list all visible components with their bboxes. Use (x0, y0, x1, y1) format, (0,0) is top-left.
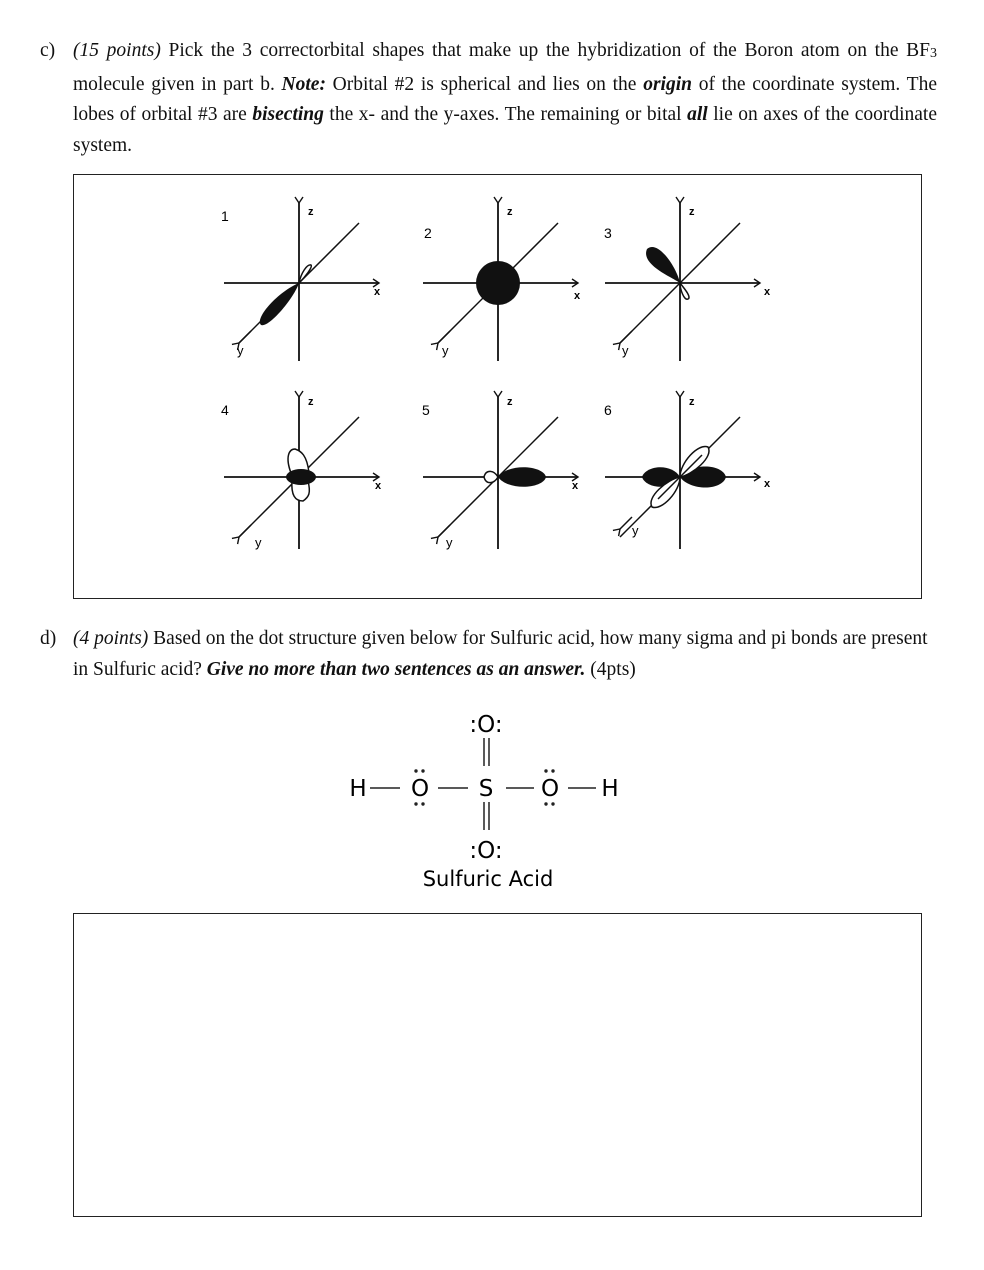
svg-text:x: x (764, 478, 771, 490)
right-oxygen: O (540, 776, 560, 802)
orbital-2[interactable] (423, 203, 581, 361)
lewis-caption: Sulfuric Acid (422, 867, 554, 891)
question-d-points: (4 points) (73, 628, 149, 649)
svg-text:y: y (632, 523, 639, 538)
orbital-number: 2 (424, 225, 432, 241)
svg-text:x: x (374, 286, 381, 298)
svg-text:y: y (255, 535, 262, 550)
orbital-lobe-small (484, 471, 498, 482)
orbital-number: 6 (604, 402, 612, 418)
orbital-band (286, 469, 316, 485)
orbital-number: 1 (221, 208, 229, 224)
orbital-lobe-small (680, 283, 689, 299)
question-c-points: (15 points) (73, 40, 161, 61)
question-d-text: (4 points) Based on the dot structure given below for Sulfuric acid, how many sigma and pi bonds are present in Sulfuric acid? Give no more than two sentences as an answer. (4pts) (73, 628, 928, 680)
svg-text:x: x (572, 480, 579, 492)
bottom-oxygen: :O: (469, 838, 503, 864)
orbital-5[interactable] (422, 396, 579, 550)
sulfur-atom: S (478, 776, 494, 802)
orbital-lobe-small (299, 265, 311, 283)
svg-text:x: x (375, 480, 382, 492)
right-hydrogen: H (601, 776, 619, 802)
svg-text:z: z (689, 206, 695, 218)
svg-text:y: y (622, 343, 629, 358)
answer-box[interactable] (73, 913, 922, 1217)
left-oxygen: O (410, 776, 430, 802)
svg-text:z: z (507, 206, 513, 218)
svg-text:x: x (764, 286, 771, 298)
svg-text:y: y (446, 535, 453, 550)
orbital-3[interactable] (604, 203, 771, 361)
spherical-orbital (476, 261, 520, 305)
question-d-label: d) (40, 628, 57, 649)
svg-text:z: z (308, 206, 314, 218)
orbital-number: 4 (221, 402, 229, 418)
svg-text:z: z (308, 396, 314, 408)
left-hydrogen: H (349, 776, 367, 802)
orbital-number: 5 (422, 402, 430, 418)
svg-text:z: z (507, 396, 513, 408)
svg-text:y: y (442, 343, 449, 358)
svg-text:z: z (689, 396, 695, 408)
svg-text:x: x (574, 290, 581, 302)
orbital-number: 3 (604, 225, 612, 241)
orbital-6[interactable] (604, 396, 771, 549)
question-d-instruction: Give no more than two sentences as an answer. (206, 658, 586, 680)
lewis-structure (340, 700, 640, 900)
note-label: Note: (281, 73, 326, 95)
question-c-text: (15 points) Pick the 3 correctorbital shapes that make up the hybridization of the Boron atom on the $BF_3$ molecule given in part b. Note: Orbital #2 is spherical and lies on the origin of the coordinate system. The lobes of orbital #3 are bisecting the x- and the y-axes. The remaining or bital all lie on axes of the coordinate system. (73, 40, 938, 156)
svg-text:y: y (237, 343, 244, 358)
orbital-diagrams (74, 175, 923, 600)
question-c-label: c) (40, 40, 56, 61)
orbital-diagram-box (73, 174, 922, 599)
orbital-lobe-large (646, 247, 680, 283)
orbital-4[interactable] (221, 396, 382, 550)
lewis-bonds (340, 700, 640, 900)
orbital-lobe-large (260, 283, 299, 325)
top-oxygen: :O: (469, 712, 503, 738)
orbital-1[interactable] (221, 203, 381, 361)
